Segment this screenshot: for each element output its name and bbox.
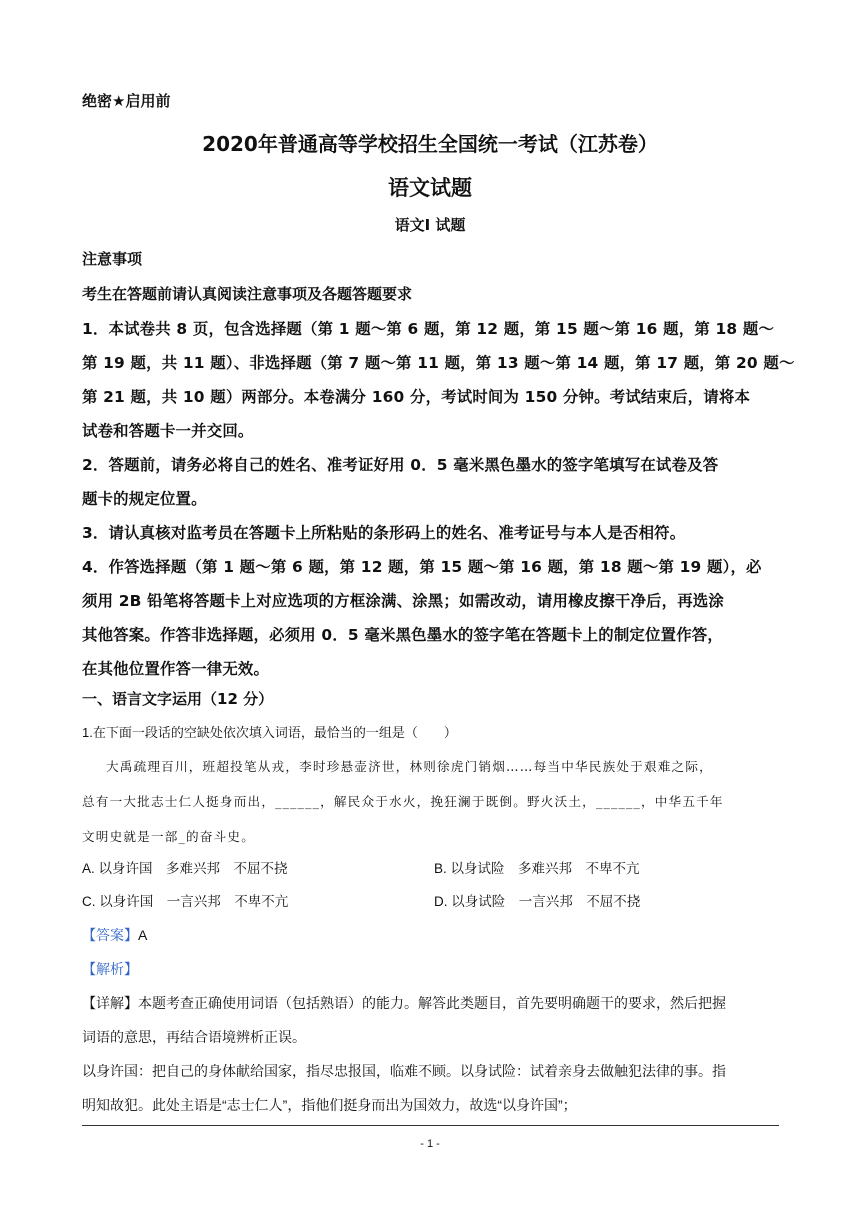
answer-row [82, 925, 782, 945]
exam-title: 2020年普通高等学校招生全国统一考试（江苏卷） [202, 132, 658, 156]
answer-value: A [138, 927, 148, 943]
paper-title: 语文试题 [388, 176, 472, 200]
detail-line: 词语的意思，再结合语境辨析正误。 [82, 1029, 306, 1045]
section-heading: 一、语言文字运用（12 分） [82, 690, 274, 708]
notice-line: 第 19 题，共 11 题）、非选择题（第 7 题～第 11 题，第 13 题～第 14 题，第 17 题，第 20 题～ [82, 354, 795, 372]
page-number: - 1 - [420, 1138, 440, 1150]
notice-line: 4．作答选择题（第 1 题～第 6 题，第 12 题，第 15 题～第 16 题，第 18 题～第 19 题），必 [82, 558, 762, 576]
notice-line: 在其他位置作答一律无效。 [82, 660, 270, 678]
notice-line: 1．本试卷共 8 页，包含选择题（第 1 题～第 6 题，第 12 题，第 15 题～第 16 题，第 18 题～ [82, 320, 775, 338]
question-stem: 1.在下面一段话的空缺处依次填入词语，最恰当的一组是（ ） [82, 725, 457, 740]
notice-line: 题卡的规定位置。 [82, 490, 207, 508]
notice-heading: 注意事项 [82, 250, 143, 268]
notice-line: 试卷和答题卡一并交回。 [82, 422, 254, 440]
notice-line: 2．答题前，请务必将自己的姓名、准考证好用 0．5 毫米黑色墨水的签字笔填写在试卷及答 [82, 456, 719, 474]
option-a: A. 以身许国 多难兴邦 不屈不挠 [82, 861, 288, 876]
paper-subtitle: 语文Ⅰ 试题 [394, 216, 466, 234]
confidential-mark: 绝密★启用前 [82, 92, 171, 110]
footer-divider [82, 1125, 779, 1126]
analysis-label: 【解析】 [82, 961, 138, 977]
notice-line: 第 21 题，共 10 题）两部分。本卷满分 160 分，考试时间为 150 分钟。考试结束后，请将本 [82, 388, 751, 406]
option-d: D. 以身试险 一言兴邦 不屈不挠 [434, 894, 641, 909]
notice-line: 须用 2B 铅笔将答题卡上对应选项的方框涂满、涂黑；如需改动，请用橡皮擦干净后，再选涂 [82, 592, 724, 610]
answer-label: 【答案】 [82, 927, 138, 943]
option-b: B. 以身试险 多难兴邦 不卑不亢 [434, 861, 640, 876]
notice-line: 其他答案。作答非选择题，必须用 0．5 毫米黑色墨水的签字笔在答题卡上的制定位置作答， [82, 626, 723, 644]
question-passage-line: 大禹疏理百川，班超投笔从戎，李时珍悬壶济世，林则徐虎门销烟……每当中华民族处于艰难之际， [106, 759, 713, 774]
question-passage-line: 总有一大批志士仁人挺身而出，______，解民众于水火，挽狂澜于既倒。野火沃土，______，中华五千年 [82, 794, 724, 809]
question-passage-line: 文明史就是一部_的奋斗史。 [82, 829, 256, 844]
notice-line: 3．请认真核对监考员在答题卡上所粘贴的条形码上的姓名、准考证号与本人是否相符。 [82, 524, 686, 542]
detail-line: 明知故犯。此处主语是“志士仁人”，指他们挺身而出为国效力，故选“以身许国”； [82, 1097, 577, 1113]
notice-subheading: 考生在答题前请认真阅读注意事项及各题答题要求 [82, 285, 413, 303]
option-c: C. 以身许国 一言兴邦 不卑不亢 [82, 894, 289, 909]
detail-line: 【详解】本题考查正确使用词语（包括熟语）的能力。解答此类题目，首先要明确题干的要求，然后把握 [82, 995, 726, 1011]
detail-line: 以身许国：把自己的身体献给国家，指尽忠报国，临难不顾。以身试险：试着亲身去做触犯法律的事。指 [82, 1063, 726, 1079]
